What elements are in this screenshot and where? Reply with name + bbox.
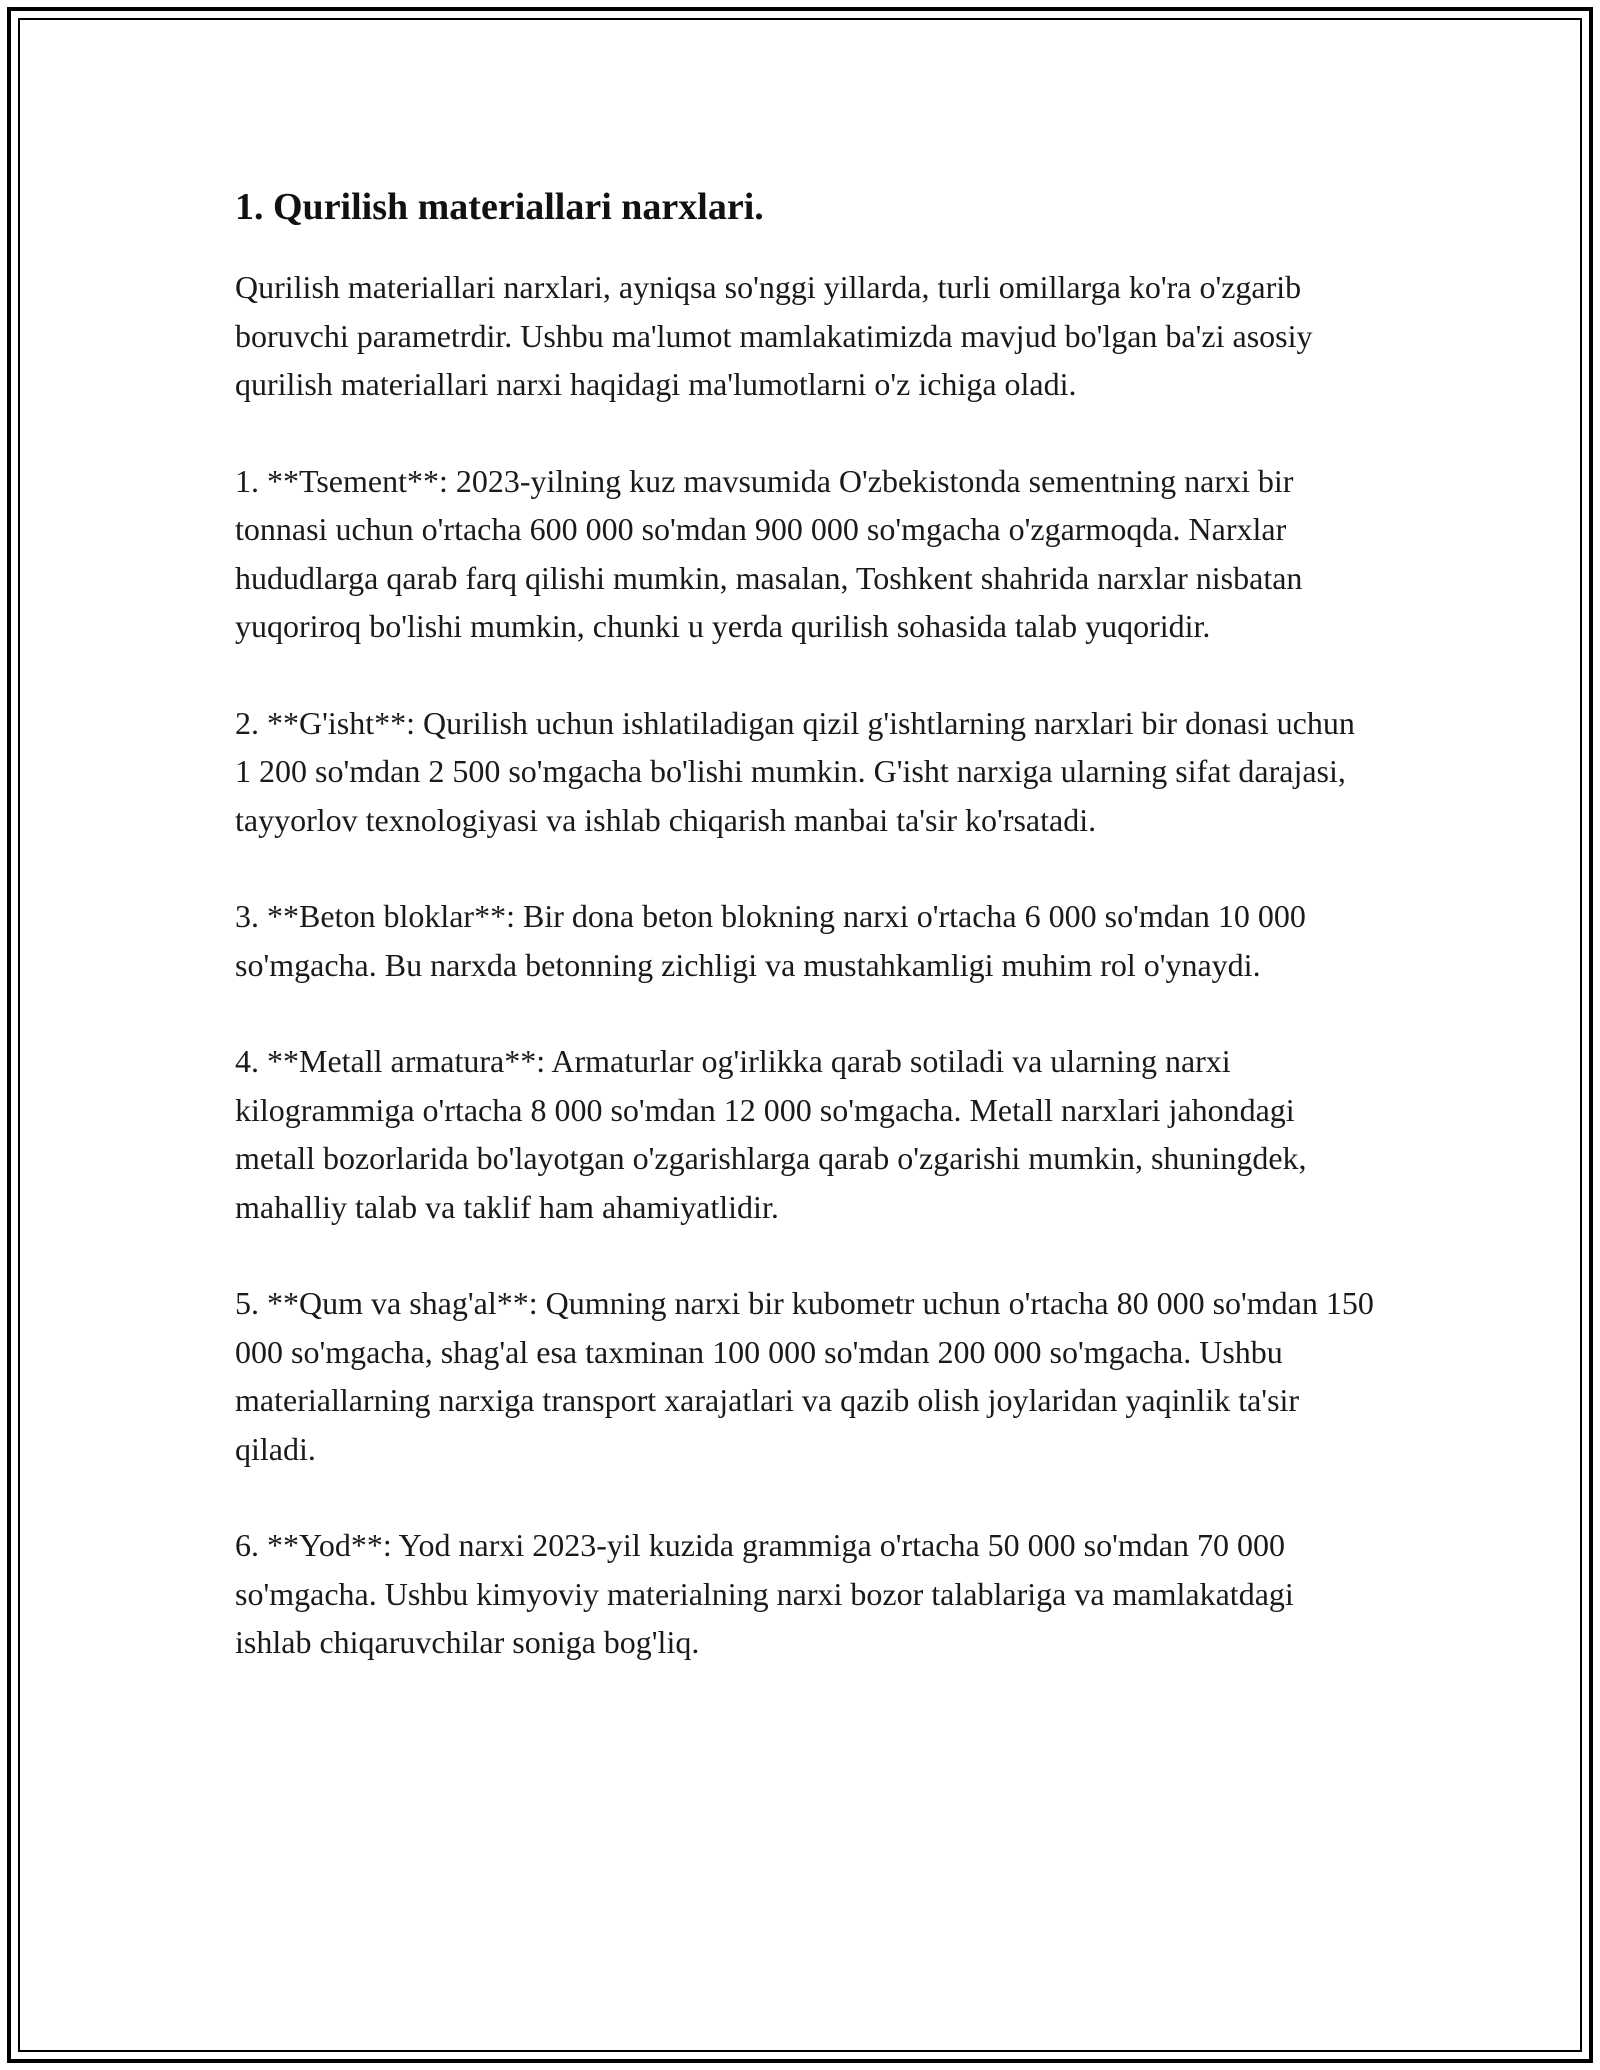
paragraph-brick: 2. **G'isht**: Qurilish uchun ishlatiladigan qizil g'ishtlarning narxlari bir donasi uchun 1 200 so'mdan 2 500 so'mgacha bo'lishi mumkin. G'isht narxiga ularning sifat darajasi, tayyorlov texnologiyasi va ishlab chiqarish manbai ta'sir ko'rsatadi.: [235, 704, 1355, 838]
document-body: [235, 183, 1375, 1715]
paragraph-iodine: 6. **Yod**: Yod narxi 2023-yil kuzida grammiga o'rtacha 50 000 so'mdan 70 000 so'mgacha. Ushbu kimyoviy materialning narxi bozor talablariga va mamlakatdagi ishlab chiqaruvchilar soniga bog'liq.: [235, 1527, 1294, 1660]
paragraph-sand-gravel: 5. **Qum va shag'al**: Qumning narxi bir kubometr uchun o'rtacha 80 000 so'mdan 150 000 so'mgacha, shag'al esa taxminan 100 000 so'mdan 200 000 so'mgacha. Ushbu materiallarning narxiga transport xarajatlari va qazib olish joylaridan yaqinlik ta'sir qiladi.: [235, 1285, 1374, 1467]
paragraph-metal-rebar: 4. **Metall armatura**: Armaturlar og'irlikka qarab sotiladi va ularning narxi kilogrammiga o'rtacha 8 000 so'mdan 12 000 so'mgacha. Metall narxlari jahondagi metall bozorlarida bo'layotgan o'zgarishlarga qarab o'zgarishi mumkin, shuningdek, mahalliy talab va taklif ham ahamiyatlidir.: [235, 1043, 1307, 1225]
intro-paragraph: Qurilish materiallari narxlari, ayniqsa so'nggi yillarda, turli omillarga ko'ra o'zgarib boruvchi parametrdir. Ushbu ma'lumot mamlakatimizda mavjud bo'lgan ba'zi asosiy qurilish materiallari narxi haqidagi ma'lumotlarni o'z ichiga oladi.: [235, 269, 1313, 402]
paragraph-concrete-blocks: 3. **Beton bloklar**: Bir dona beton blokning narxi o'rtacha 6 000 so'mdan 10 000 so'mgacha. Bu narxda betonning zichligi va mustahkamligi muhim rol o'ynaydi.: [235, 898, 1306, 983]
paragraph-cement: 1. **Tsement**: 2023-yilning kuz mavsumida O'zbekistonda sementning narxi bir tonnasi uchun o'rtacha 600 000 so'mdan 900 000 so'mgacha o'zgarmoqda. Narxlar hududlarga qarab farq qilishi mumkin, masalan, Toshkent shahrida narxlar nisbatan yuqoriroq bo'lishi mumkin, chunki u yerda qurilish sohasida talab yuqoridir.: [235, 462, 1303, 644]
section-heading: 1. Qurilish materiallari narxlari.: [235, 186, 764, 228]
